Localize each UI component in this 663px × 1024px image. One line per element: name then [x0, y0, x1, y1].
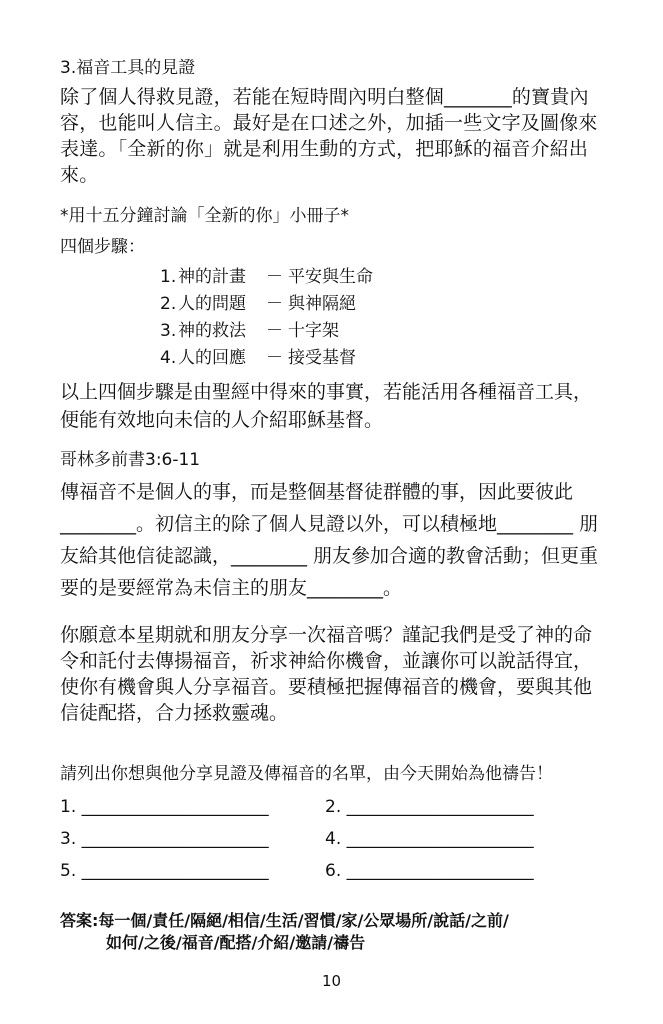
step-name: 神的救法	[178, 321, 246, 341]
step-name: 神的計畫	[178, 267, 246, 287]
content	[60, 56, 610, 954]
step-item	[160, 318, 610, 345]
step-dash: －	[266, 294, 283, 314]
invite-paragraph: 你願意本星期就和朋友分享一次福音嗎？謹記我們是受了神的命令和託付去傳揚福音，祈求神給你機會，並讓你可以說話得宜，使你有機會與人分享福音。要積極把握傳福音的機會，要與其他信徒配搭，合力拯救靈魂。	[60, 624, 593, 724]
steps-list	[160, 264, 610, 372]
name-list	[60, 794, 610, 884]
scripture-reference: 哥林多前書3:6-11	[60, 450, 201, 470]
name-list-title: 請列出你想與他分享見證及傳福音的名單，由今天開始為他禱告！	[60, 764, 553, 784]
answer-line-1: 答案:每一個/責任/隔絕/相信/生活/習慣/家/公眾場所/說話/之前/	[60, 911, 509, 930]
name-list-item: 6. ______________________	[325, 861, 534, 881]
page-number: 10	[321, 972, 342, 990]
intro-paragraph: 除了個人得救見證，若能在短時間內明白整個_______的寶貴內容，也能叫人信主。最好是在口述之外，加插一些文字及圖像來表達。「全新的你」就是利用生動的方式，把耶穌的福音介紹出來。	[60, 86, 598, 186]
name-list-item: 3. ______________________	[60, 829, 269, 849]
step-name: 人的回應	[178, 348, 246, 368]
name-list-item: 4. ______________________	[325, 829, 534, 849]
step-desc: 十字架	[288, 321, 339, 341]
step-dash: －	[266, 267, 283, 287]
step-number: 4.	[160, 348, 177, 368]
step-number: 2.	[160, 294, 177, 314]
summary-paragraph: 以上四個步驟是由聖經中得來的事實，若能活用各種福音工具，便能有效地向未信的人介紹耶穌基督。	[60, 381, 593, 431]
name-list-item: 5. ______________________	[60, 861, 269, 881]
step-dash: －	[266, 348, 283, 368]
step-number: 1.	[160, 267, 177, 287]
answer-line-2: 如何/之後/福音/配搭/介紹/邀請/禱告	[106, 933, 366, 952]
church-paragraph: 傳福音不是個人的事，而是整個基督徒群體的事，因此要彼此________。初信主的除了個人見證以外，可以積極地________ 朋友給其他信徒認識，________ 朋友參加合適的教會活動；但更重要的是要經常為未信主的朋友________。	[60, 481, 599, 599]
step-name: 人的問題	[178, 294, 246, 314]
step-number: 3.	[160, 321, 177, 341]
steps-title: 四個步驟：	[60, 237, 145, 257]
discussion-note: *用十五分鐘討論「全新的你」小冊子*	[60, 206, 349, 226]
step-item	[160, 291, 610, 318]
step-desc: 與神隔絕	[288, 294, 356, 314]
step-desc: 接受基督	[288, 348, 356, 368]
step-item	[160, 345, 610, 372]
step-dash: －	[266, 321, 283, 341]
name-list-item: 1. ______________________	[60, 797, 269, 817]
step-item	[160, 264, 610, 291]
step-desc: 平安與生命	[288, 267, 373, 287]
answer-key	[60, 910, 610, 954]
section-heading: 3.福音工具的見證	[60, 58, 196, 78]
name-list-item: 2. ______________________	[325, 797, 534, 817]
